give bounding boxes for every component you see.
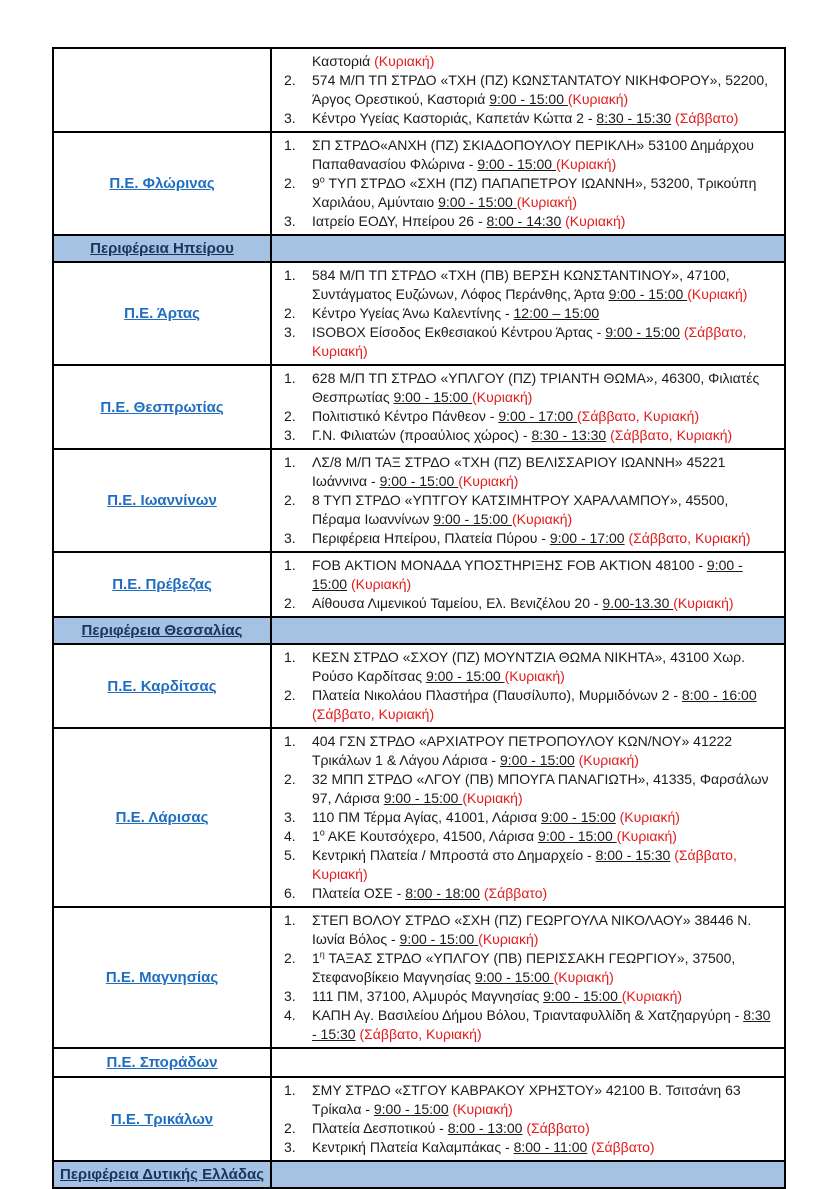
location-text: 9 (312, 175, 320, 191)
hours-text: 9:00 - 17:00 (498, 408, 577, 424)
unit-label: Π.Ε. Θεσπρωτίας (100, 398, 224, 416)
hours-text: 9:00 - 15:00 (425, 668, 505, 684)
hours-text: 9:00 - 15:00 (379, 473, 459, 489)
hours-text: 9:00 - 15:00 (541, 809, 616, 825)
location-text: Αίθουσα Λιμενικού Ταμείου, Ελ. Βενιζέλου 20 - (312, 595, 603, 611)
day-label: (Σάββατο, Κυριακή) (628, 530, 751, 546)
location-text: ΣΠ ΣΤΡΔΟ«ΑΝΧΗ (ΠΖ) ΣΚΙΑΔΟΠΟΥΛΟΥ ΠΕΡΙΚΛΗ» 53100 Δημάρχου Παπαθανασίου Φλώρινα - (312, 137, 754, 172)
unit-label: Π.Ε. Τρικάλων (110, 1110, 214, 1128)
unit-label: Π.Ε. Λάρισας (115, 809, 209, 826)
day-label: (Κυριακή) (578, 752, 639, 768)
unit-row (54, 364, 784, 448)
hours-text: 8:00 - 16:00 (681, 687, 757, 703)
item-text (312, 304, 776, 323)
region-band-label: Περιφέρεια Θεσσαλίας (81, 622, 243, 639)
item-text (312, 1138, 776, 1157)
item-text (312, 174, 776, 212)
location-text: Κέντρο Υγείας Καστοριάς, Καπετάν Κώττα 2 - (312, 110, 597, 126)
item-text (312, 426, 776, 445)
item-number: 1. (284, 557, 296, 573)
hours-text: 9:00 - 15:00 (383, 790, 463, 806)
location-item (284, 426, 776, 445)
item-text (312, 884, 776, 903)
day-label: (Κυριακή) (687, 286, 748, 302)
item-number: 2. (284, 305, 296, 321)
location-item (284, 732, 776, 770)
item-number: 2. (284, 1120, 296, 1136)
hours-text: 9:00 - 15:00 (399, 931, 479, 947)
hours-text: 9:00 - 15:00 (477, 156, 556, 172)
location-text: ΣΜΥ ΣΤΡΔΟ «ΣΤΓΟΥ ΚΑΒΡΑΚΟΥ ΧΡΗΣΤΟΥ» 42100 Β. Τσιτσάνη 63 Τρίκαλα - (312, 1082, 741, 1117)
day-label: (Σάββατο, Κυριακή) (577, 408, 700, 424)
location-text: 628 Μ/Π ΤΠ ΣΤΡΔΟ «ΥΠΛΓΟΥ (ΠΖ) ΤΡΙΑΝΤΗ ΘΩΜΑ», 46300, Φιλιατές Θεσπρωτίας (312, 370, 760, 405)
unit-label-cell (54, 729, 272, 906)
locations-cell (272, 908, 784, 1047)
item-text (312, 71, 776, 109)
day-label: (Κυριακή) (555, 156, 617, 172)
location-text: ΚΑΠΗ Αγ. Βασιλείου Δήμου Βόλου, Τριανταφυλλίδη & Χατζηαργύρη - (312, 1007, 744, 1023)
item-number: 1. (284, 267, 296, 283)
unit-label: Π.Ε. Άρτας (124, 305, 200, 322)
hours-text: 9:00 - 15:00 (312, 557, 743, 592)
location-item (284, 1006, 776, 1044)
item-text (312, 911, 776, 949)
item-text (312, 109, 776, 128)
location-text: Κεντρική Πλατεία Καλαμπάκας - (312, 1139, 514, 1155)
location-item (284, 529, 776, 548)
location-item (284, 648, 776, 686)
unit-label: Π.Ε. Μαγνησίας (105, 969, 219, 986)
location-text: FOB ΑΚΤΙΟΝ ΜΟΝΑΔΑ ΥΠΟΣΤΗΡΙΞΗΣ FOB ΑΚΤΙΟΝ 48100 - (312, 557, 707, 573)
region-band-label-cell (54, 618, 272, 643)
unit-label: Π.Ε. Καρδίτσας (107, 677, 217, 695)
location-text: 1 (312, 950, 320, 966)
hours-text: 8:30 - 13:30 (531, 427, 607, 443)
location-item (284, 884, 776, 903)
unit-row (54, 261, 784, 364)
hours-text: 9:00 - 15:00 (543, 988, 622, 1004)
item-text (312, 827, 776, 846)
locations-cell (272, 366, 784, 448)
location-text: 1 (312, 828, 320, 844)
region-band-row (54, 234, 784, 261)
day-label: (Κυριακή) (478, 931, 539, 947)
locations-cell (272, 618, 784, 643)
day-label: (Σάββατο, Κυριακή) (359, 1026, 482, 1042)
location-text: Πλατεία ΟΣΕ - (312, 885, 406, 901)
day-label: (Κυριακή) (619, 809, 680, 825)
location-item (284, 911, 776, 949)
location-item (284, 1119, 776, 1138)
locations-cell (272, 236, 784, 261)
location-item (284, 266, 776, 304)
hours-text: 9:00 - 15:00 (538, 828, 617, 844)
day-label: (Κυριακή) (516, 194, 578, 210)
item-number: 2. (284, 950, 296, 966)
day-label: (Κυριακή) (553, 969, 614, 985)
ordinal-suffix: ο (319, 827, 325, 838)
ordinal-suffix: η (319, 949, 325, 960)
item-number: 2. (284, 771, 296, 787)
item-text (312, 453, 776, 491)
location-text: Πλατεία Δεσποτικού - (312, 1120, 448, 1136)
day-label: (Σάββατο) (591, 1139, 655, 1155)
location-text: ΣΤΕΠ ΒΟΛΟΥ ΣΤΡΔΟ «ΣΧΗ (ΠΖ) ΓΕΩΡΓΟΥΛΑ ΝΙΚΟΛΑΟΥ» 38446 Ν. Ιωνία Βόλος - (312, 912, 752, 947)
day-label: (Κυριακή) (462, 790, 523, 806)
location-item (284, 453, 776, 491)
locations-cell (272, 729, 784, 906)
location-text: ΤΑΞΑΣ ΣΤΡΔΟ «ΥΠΛΓΟΥ (ΠΒ) ΠΕΡΙΣΣΑΚΗ ΓΕΩΡΓΙΟΥ», 37500, Στεφανοβίκειο Μαγνησίας (312, 950, 736, 985)
item-text (312, 556, 776, 594)
hours-text: 9:00 - 17:00 (549, 530, 625, 546)
locations-cell (272, 263, 784, 364)
item-text (312, 686, 776, 724)
hours-text: 9:00 - 15:00 (474, 969, 554, 985)
hours-text: 9:00 - 15:00 (438, 194, 517, 210)
location-item (284, 1081, 776, 1119)
unit-row (54, 906, 784, 1047)
item-number: 5. (284, 847, 296, 863)
day-label: (Κυριακή) (452, 1101, 513, 1117)
unit-label-cell (54, 1049, 272, 1076)
locations-cell (272, 1162, 784, 1187)
ordinal-suffix: ο (319, 174, 325, 185)
location-item (284, 407, 776, 426)
location-text: ΛΣ/8 Μ/Π ΤΑΞ ΣΤΡΔΟ «ΤΧΗ (ΠΖ) ΒΕΛΙΣΣΑΡΙΟΥ ΙΩΑΝΝΗ» 45221 Ιωάννινα - (312, 454, 726, 489)
location-text: Ιατρείο ΕΟΔΥ, Ηπείρου 26 - (312, 213, 487, 229)
unit-row (54, 49, 784, 131)
region-band-label-cell (54, 236, 272, 261)
location-text: 111 ΠΜ, 37100, Αλμυρός Μαγνησίας (312, 988, 544, 1004)
item-number: 1. (284, 733, 296, 749)
item-number: 3. (284, 988, 296, 1004)
location-item (284, 491, 776, 529)
item-number: 1. (284, 370, 296, 386)
hours-text: 9:00 - 15:00 (605, 324, 680, 340)
location-text: ΑΚΕ Κουτσόχερο, 41500, Λάρισα (324, 828, 539, 844)
location-text: ISOBOX Είσοδος Εκθεσιακού Κέντρου Άρτας - (312, 324, 606, 340)
region-band-row (54, 1160, 784, 1187)
item-text (312, 594, 776, 613)
location-item (284, 987, 776, 1006)
item-text (312, 770, 776, 808)
location-item (284, 594, 776, 613)
day-label: (Σάββατο, Κυριακή) (610, 427, 733, 443)
location-item (284, 827, 776, 846)
unit-label-cell (54, 1078, 272, 1160)
hours-text: 9:00 - 15:00 (608, 286, 688, 302)
day-label: (Σάββατο) (675, 110, 739, 126)
item-number: 2. (284, 408, 296, 424)
item-number: 1. (284, 1082, 296, 1098)
item-text (312, 949, 776, 987)
locations-cell (272, 645, 784, 727)
hours-text: 8:00 - 18:00 (405, 885, 480, 901)
hours-text: 9:00 - 15:00 (433, 511, 512, 527)
location-text: Πλατεία Νικολάου Πλαστήρα (Παυσίλυπο), Μυρμιδόνων 2 - (312, 687, 682, 703)
unit-label-cell (54, 908, 272, 1047)
hours-text: 8:30 - 15:30 (596, 110, 672, 126)
day-label: (Κυριακή) (621, 988, 683, 1004)
day-label: (Κυριακή) (567, 91, 629, 107)
unit-label: Π.Ε. Σποράδων (106, 1054, 218, 1071)
item-text (312, 732, 776, 770)
day-label: (Σάββατο, Κυριακή) (312, 324, 747, 359)
location-item (284, 304, 776, 323)
region-band-label: Περιφέρεια Ηπείρου (90, 240, 234, 257)
unit-row (54, 1076, 784, 1160)
unit-label-cell (54, 366, 272, 448)
item-number: 2. (284, 492, 296, 508)
location-item (284, 136, 776, 174)
regions-table (52, 47, 786, 1189)
location-item (284, 109, 776, 128)
item-text (312, 323, 776, 361)
location-item (284, 174, 776, 212)
region-band-row (54, 616, 784, 643)
item-number: 3. (284, 324, 296, 340)
locations-cell (272, 1049, 784, 1076)
location-item (284, 949, 776, 987)
unit-label: Π.Ε. Πρέβεζας (112, 576, 212, 593)
location-text: 8 ΤΥΠ ΣΤΡΔΟ «ΥΠΤΓΟΥ ΚΑΤΣΙΜΗΤΡΟΥ ΧΑΡΑΛΑΜΠΟΥ», 45500, Πέραμα Ιωαννίνων (312, 492, 729, 527)
item-text (312, 136, 776, 174)
location-text: 32 ΜΠΠ ΣΤΡΔΟ «ΛΓΟΥ (ΠΒ) ΜΠΟΥΓΑ ΠΑΝΑΓΙΩΤΗ», 41335, Φαρσάλων 97, Λάρισα (312, 771, 769, 806)
day-label: (Σάββατο) (483, 885, 548, 901)
item-text (312, 846, 776, 884)
hours-text: 9:00 - 15:00 (393, 389, 473, 405)
item-number: 2. (284, 687, 296, 703)
day-label: (Κυριακή) (458, 473, 519, 489)
day-label: (Κυριακή) (472, 389, 533, 405)
unit-label: Π.Ε. Φλώρινας (109, 175, 215, 192)
day-label: (Κυριακή) (374, 53, 435, 69)
day-label: (Σάββατο, Κυριακή) (312, 706, 435, 722)
location-text: 110 ΠΜ Τέρμα Αγίας, 41001, Λάρισα (312, 809, 542, 825)
day-label: (Κυριακή) (511, 511, 573, 527)
day-label: (Κυριακή) (565, 213, 626, 229)
region-band-label: Περιφέρεια Δυτικής Ελλάδας (59, 1166, 264, 1183)
locations-cell (272, 133, 784, 234)
unit-label: Π.Ε. Ιωαννίνων (107, 492, 217, 509)
item-text (312, 987, 776, 1006)
hours-text: 9:00 - 15:00 (373, 1101, 449, 1117)
location-text: ΚΕΣΝ ΣΤΡΔΟ «ΣΧΟΥ (ΠΖ) ΜΟΥΝΤΖΙΑ ΘΩΜΑ ΝΙΚΗΤΑ», 43100 Χωρ. Ρούσο Καρδίτσας (312, 649, 746, 684)
item-text (312, 648, 776, 686)
item-number: 2. (284, 175, 296, 191)
locations-cell (272, 1078, 784, 1160)
unit-row (54, 1047, 784, 1076)
item-text (312, 1006, 776, 1044)
location-item (284, 556, 776, 594)
location-text: 404 ΓΣΝ ΣΤΡΔΟ «ΑΡΧΙΑΤΡΟΥ ΠΕΤΡΟΠΟΥΛΟΥ ΚΩΝ/ΝΟΥ» 41222 Τρικάλων 1 & Λάγου Λάρισα - (312, 733, 733, 768)
location-text: Κέντρο Υγείας Άνω Καλεντίνης - (312, 305, 514, 321)
item-number: 4. (284, 1007, 296, 1023)
item-text (312, 1119, 776, 1138)
location-text: 584 Μ/Π ΤΠ ΣΤΡΔΟ «ΤΧΗ (ΠΒ) ΒΕΡΣΗ ΚΩΝΣΤΑΝΤΙΝΟΥ», 47100, Συντάγματος Ευζώνων, Λόφος Περάνθης, Άρτα (312, 267, 730, 302)
unit-label-cell (54, 263, 272, 364)
unit-row (54, 643, 784, 727)
hours-text: 9:00 - 15:00 (500, 752, 575, 768)
item-number: 1. (284, 912, 296, 928)
hours-text: 8:00 - 11:00 (513, 1139, 588, 1155)
item-number: 1. (284, 454, 296, 470)
locations-cell (272, 553, 784, 616)
day-label: (Κυριακή) (350, 576, 412, 592)
hours-text: 8:00 - 15:30 (595, 847, 671, 863)
location-item (284, 686, 776, 724)
item-number: 3. (284, 1139, 296, 1155)
unit-label-cell (54, 49, 272, 131)
item-text (312, 52, 776, 71)
item-number: 1. (284, 137, 296, 153)
location-text: Περιφέρεια Ηπείρου, Πλατεία Πύρου - (312, 530, 550, 546)
location-item (284, 52, 776, 71)
hours-text: 12:00 – 15:00 (513, 305, 600, 321)
location-item (284, 71, 776, 109)
location-text: Γ.Ν. Φιλιατών (προαύλιος χώρος) - (312, 427, 532, 443)
location-item (284, 808, 776, 827)
item-number: 4. (284, 828, 296, 844)
item-text (312, 369, 776, 407)
unit-row (54, 727, 784, 906)
location-item (284, 369, 776, 407)
unit-row (54, 551, 784, 616)
item-number: 3. (284, 110, 296, 126)
item-text (312, 1081, 776, 1119)
location-item (284, 770, 776, 808)
item-number: 3. (284, 213, 296, 229)
location-text: Πολιτιστικό Κέντρο Πάνθεον - (312, 408, 499, 424)
item-text (312, 266, 776, 304)
item-number: 2. (284, 595, 296, 611)
item-number: 3. (284, 809, 296, 825)
day-label: (Κυριακή) (616, 828, 677, 844)
item-number: 3. (284, 530, 296, 546)
location-text: ΤΥΠ ΣΤΡΔΟ «ΣΧΗ (ΠΖ) ΠΑΠΑΠΕΤΡΟΥ ΙΩΑΝΝΗ», 53200, Τρικούπη Χαριλάου, Αμύνταιο (312, 175, 757, 210)
item-text (312, 808, 776, 827)
locations-cell (272, 450, 784, 551)
unit-row (54, 448, 784, 551)
item-number: 6. (284, 885, 296, 901)
unit-label-cell (54, 645, 272, 727)
hours-text: 8:30 - 15:30 (312, 1007, 771, 1042)
unit-label-cell (54, 553, 272, 616)
day-label: (Κυριακή) (504, 668, 565, 684)
day-label: (Σάββατο, Κυριακή) (312, 847, 737, 882)
item-text (312, 212, 776, 231)
location-text: Κεντρική Πλατεία / Μπροστά στο Δημαρχείο - (312, 847, 596, 863)
item-text (312, 529, 776, 548)
item-text (312, 407, 776, 426)
hours-text: 9.00-13.30 (602, 595, 674, 611)
location-item (284, 1138, 776, 1157)
item-number: 1. (284, 649, 296, 665)
location-item (284, 846, 776, 884)
day-label: (Σάββατο) (526, 1120, 590, 1136)
hours-text: 8:00 - 14:30 (486, 213, 562, 229)
locations-cell (272, 49, 784, 131)
item-number: 2. (284, 72, 296, 88)
location-item (284, 323, 776, 361)
day-label: (Κυριακή) (673, 595, 734, 611)
region-band-label-cell (54, 1162, 272, 1187)
item-text (312, 491, 776, 529)
hours-text: 9:00 - 15:00 (489, 91, 568, 107)
unit-row (54, 131, 784, 234)
unit-label-cell (54, 133, 272, 234)
unit-label-cell (54, 450, 272, 551)
location-text: Καστοριά (312, 53, 375, 69)
location-item (284, 212, 776, 231)
location-text: 574 Μ/Π ΤΠ ΣΤΡΔΟ «ΤΧΗ (ΠΖ) ΚΩΝΣΤΑΝΤΑΤΟΥ ΝΙΚΗΦΟΡΟΥ», 52200, Άργος Ορεστικού, Καστοριά (312, 72, 769, 107)
hours-text: 8:00 - 13:00 (447, 1120, 523, 1136)
item-number: 3. (284, 427, 296, 443)
